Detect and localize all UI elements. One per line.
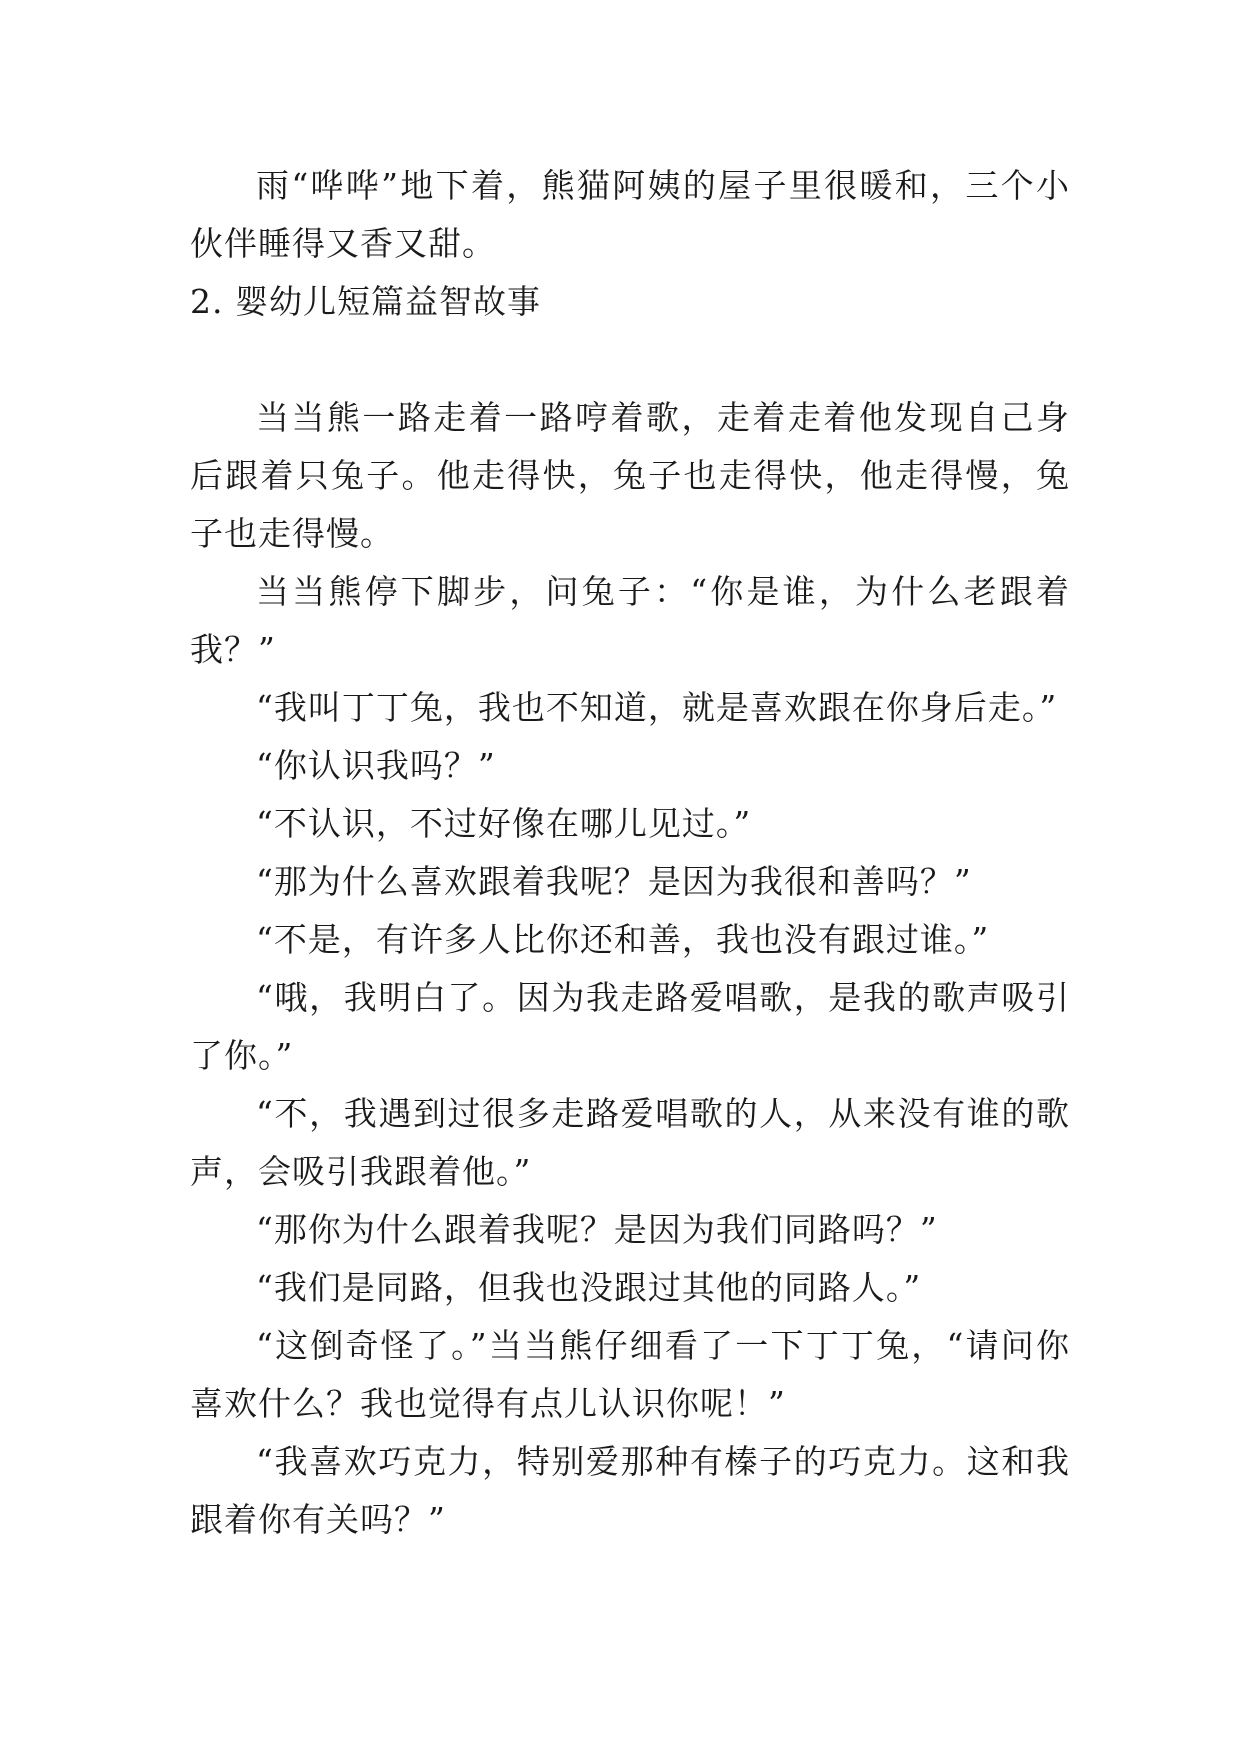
paragraph: “这倒奇怪了。”当当熊仔细看了一下丁丁兔，“请问你喜欢什么？我也觉得有点儿认识你呢！” xyxy=(190,1326,1070,1423)
paragraph: 雨“哗哗”地下着，熊猫阿姨的屋子里很暖和，三个小伙伴睡得又香又甜。 xyxy=(190,166,1070,263)
paragraph: 当当熊停下脚步，问兔子：“你是谁，为什么老跟着我？” xyxy=(190,572,1070,669)
paragraph: “不认识，不过好像在哪儿见过。” xyxy=(256,804,752,843)
section-heading: 2. 婴幼儿短篇益智故事 xyxy=(190,282,541,321)
paragraph: “哦，我明白了。因为我走路爱唱歌，是我的歌声吸引了你。” xyxy=(190,978,1070,1075)
paragraph: “我喜欢巧克力，特别爱那种有榛子的巧克力。这和我跟着你有关吗？” xyxy=(190,1442,1070,1539)
paragraph: “我们是同路，但我也没跟过其他的同路人。” xyxy=(256,1268,922,1307)
paragraph: “不是，有许多人比你还和善，我也没有跟过谁。” xyxy=(256,920,990,959)
paragraph: “那为什么喜欢跟着我呢？是因为我很和善吗？” xyxy=(256,862,972,901)
paragraph: “不，我遇到过很多走路爱唱歌的人，从来没有谁的歌声，会吸引我跟着他。” xyxy=(190,1094,1070,1191)
document-body xyxy=(190,157,1070,1549)
blank-line xyxy=(190,331,1070,389)
paragraph: 当当熊一路走着一路哼着歌，走着走着他发现自己身后跟着只兔子。他走得快，兔子也走得快，他走得慢，兔子也走得慢。 xyxy=(190,398,1070,553)
paragraph: “那你为什么跟着我呢？是因为我们同路吗？” xyxy=(256,1210,938,1249)
paragraph: “你认识我吗？” xyxy=(256,746,496,785)
paragraph: “我叫丁丁兔，我也不知道，就是喜欢跟在你身后走。” xyxy=(256,688,1058,727)
